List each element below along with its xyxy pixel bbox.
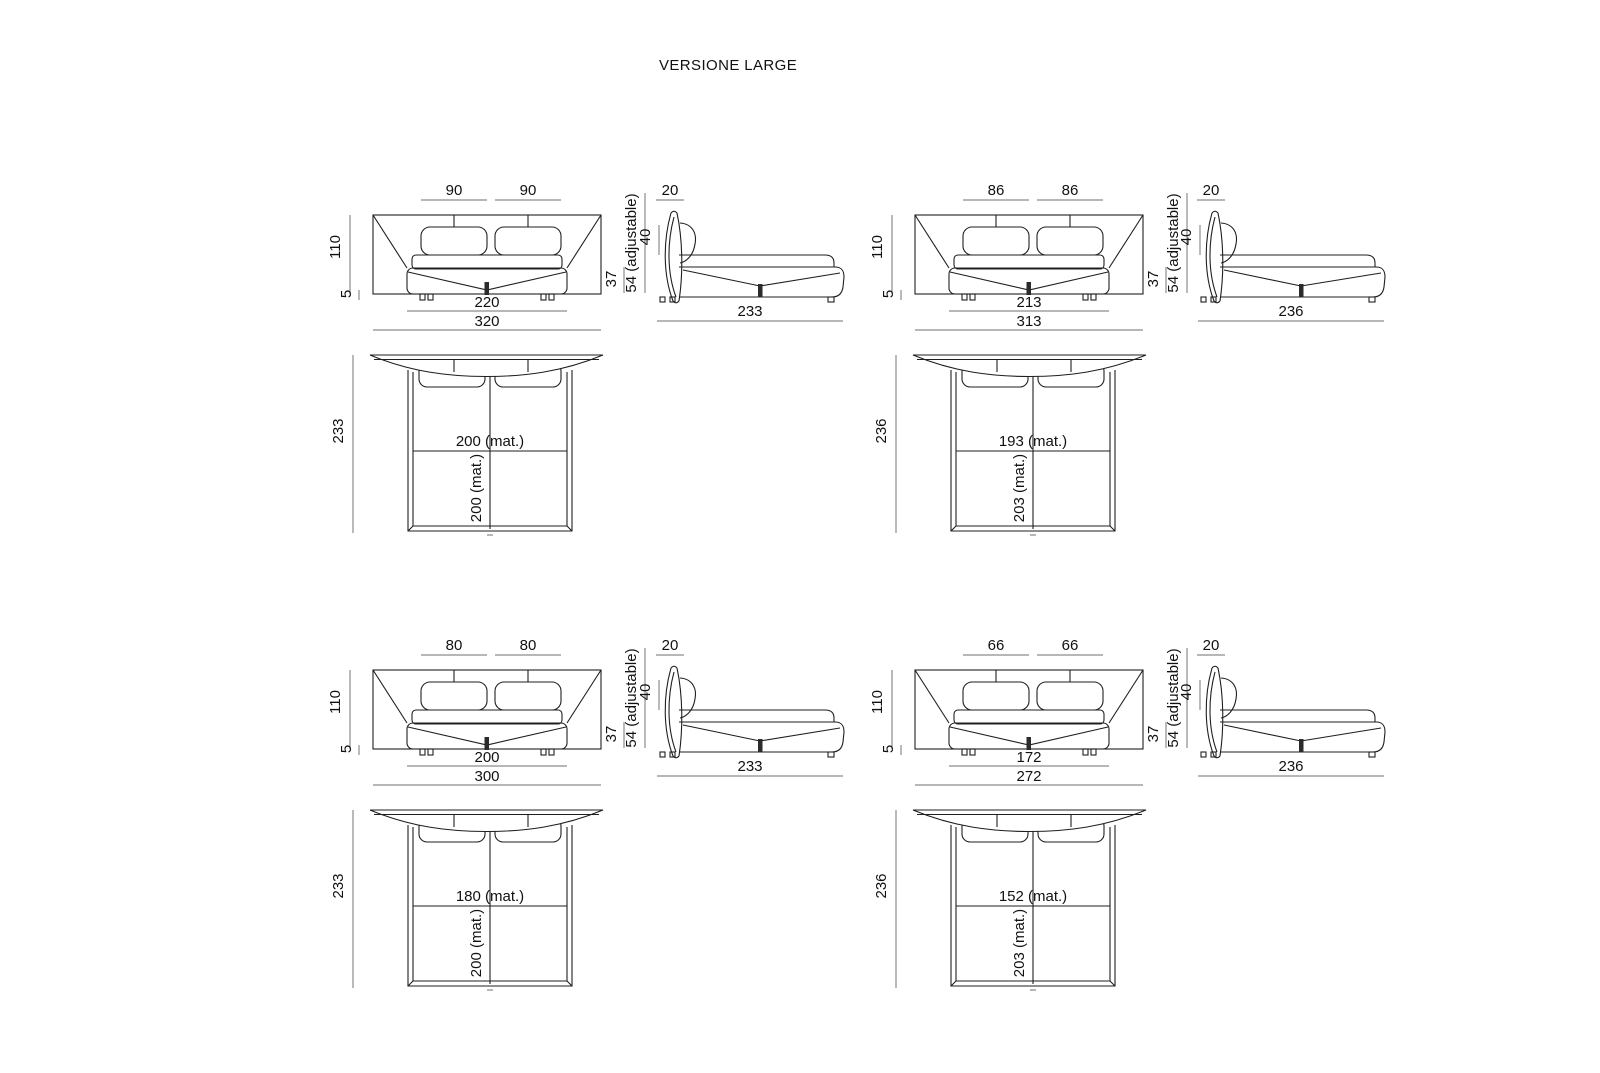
dim-height: 110 [327,690,344,714]
side-view-1 [626,163,876,345]
dim-overall-width: 313 [1016,313,1042,330]
dim-depth: 236 [873,418,890,444]
side-view-4 [1167,618,1417,800]
dim-feet-height: 5 [338,289,355,299]
dim-headboard-top: 40 [637,228,654,246]
dim-frame-height: 37 [1145,725,1162,743]
dim-feet-height: 5 [880,744,897,754]
dim-platform-height: 54 (adjustable) [1165,648,1182,748]
dim-inner-width: 172 [1016,749,1042,766]
dim-headboard-depth: 20 [1202,182,1220,199]
dim-platform-height: 54 (adjustable) [623,193,640,293]
dim-overall-width: 300 [474,768,500,785]
top-view-1 [330,339,632,557]
dim-feet-height: 5 [880,289,897,299]
dim-feet-height: 5 [338,744,355,754]
dim-pillow-left: 66 [987,637,1005,654]
top-view-3 [330,794,632,1012]
dim-height: 110 [869,235,886,259]
dim-depth: 233 [330,418,347,444]
dim-mattress-length: 203 (mat.) [1011,908,1028,978]
dim-pillow-right: 86 [1061,182,1079,199]
dim-pillow-right: 66 [1061,637,1079,654]
front-view-3 [327,618,665,800]
front-view-2 [869,163,1207,345]
dim-height: 110 [869,690,886,714]
dim-headboard-top: 40 [1178,683,1195,701]
dim-mattress-width: 180 (mat.) [455,888,525,905]
dim-pillow-right: 90 [519,182,537,199]
dim-overall-width: 320 [474,313,500,330]
sheet-title: VERSIONE LARGE [659,57,798,74]
dim-mattress-length: 203 (mat.) [1011,453,1028,523]
dim-depth: 233 [330,873,347,899]
dim-pillow-left: 90 [445,182,463,199]
dim-headboard-top: 40 [1178,228,1195,246]
dim-depth: 233 [737,303,763,320]
side-view-3 [626,618,876,800]
dim-inner-width: 200 [474,749,500,766]
dim-depth: 236 [873,873,890,899]
dim-depth: 236 [1278,758,1304,775]
dim-inner-width: 213 [1016,294,1042,311]
front-view-4 [869,618,1207,800]
dim-pillow-right: 80 [519,637,537,654]
dim-mattress-length: 200 (mat.) [468,453,485,523]
dim-mattress-width: 152 (mat.) [998,888,1068,905]
dim-height: 110 [327,235,344,259]
dim-headboard-depth: 20 [1202,637,1220,654]
dim-pillow-left: 80 [445,637,463,654]
dim-platform-height: 54 (adjustable) [1165,193,1182,293]
front-view-1 [327,163,665,345]
top-view-4 [873,794,1175,1012]
dim-mattress-width: 193 (mat.) [998,433,1068,450]
dim-overall-width: 272 [1016,768,1042,785]
side-view-2 [1167,163,1417,345]
dim-frame-height: 37 [603,270,620,288]
dim-headboard-top: 40 [637,683,654,701]
dim-depth: 236 [1278,303,1304,320]
dim-mattress-width: 200 (mat.) [455,433,525,450]
dim-mattress-length: 200 (mat.) [468,908,485,978]
dim-inner-width: 220 [474,294,500,311]
dim-depth: 233 [737,758,763,775]
dim-headboard-depth: 20 [661,182,679,199]
dim-platform-height: 54 (adjustable) [623,648,640,748]
dim-frame-height: 37 [603,725,620,743]
dim-pillow-left: 86 [987,182,1005,199]
dim-headboard-depth: 20 [661,637,679,654]
dim-frame-height: 37 [1145,270,1162,288]
top-view-2 [873,339,1175,557]
